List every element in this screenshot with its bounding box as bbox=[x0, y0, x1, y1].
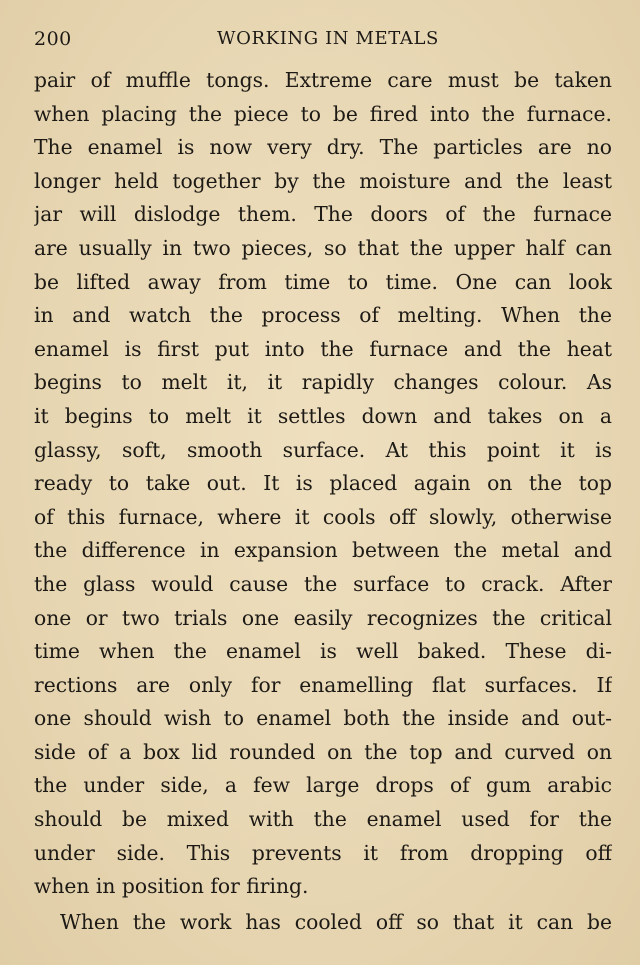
text-line: rections are only for enamelling flat surfaces. If bbox=[34, 672, 612, 697]
body-text bbox=[34, 64, 612, 939]
text-line: of this furnace, where it cools off slowly, otherwise bbox=[34, 504, 612, 529]
text-line: time when the enamel is well baked. These di- bbox=[34, 639, 612, 664]
text-line: it begins to melt it settles down and takes on a bbox=[34, 403, 612, 428]
page-number: 200 bbox=[34, 28, 72, 50]
paragraph-start-line: When the work has cooled off so that it can be bbox=[60, 909, 612, 934]
text-line: under side. This prevents it from dropping off bbox=[34, 840, 612, 865]
text-line: glassy, soft, smooth surface. At this point it is bbox=[34, 437, 612, 462]
text-line: begins to melt it, it rapidly changes colour. As bbox=[34, 370, 612, 395]
text-line: longer held together by the moisture and the least bbox=[34, 168, 612, 193]
text-line: ready to take out. It is placed again on the top bbox=[34, 471, 612, 496]
text-line: pair of muffle tongs. Extreme care must be taken bbox=[34, 68, 612, 92]
text-line: side of a box lid rounded on the top and curved on bbox=[34, 739, 612, 764]
text-line: in and watch the process of melting. When the bbox=[34, 303, 612, 328]
text-line: The enamel is now very dry. The particles are no bbox=[34, 135, 612, 160]
text-line: should be mixed with the enamel used for the bbox=[34, 807, 612, 832]
text-line: one or two trials one easily recognizes the critical bbox=[34, 605, 612, 630]
text-line: are usually in two pieces, so that the upper half can bbox=[34, 235, 612, 260]
running-title: WORKING IN METALS bbox=[217, 28, 439, 49]
text-line: be lifted away from time to time. One can look bbox=[34, 269, 612, 294]
paragraph-end-line: when in position for firing. bbox=[34, 874, 309, 899]
text-line: jar will dislodge them. The doors of the furnace bbox=[34, 202, 612, 227]
text-line: the glass would cause the surface to crack. After bbox=[34, 571, 612, 596]
text-line: the difference in expansion between the metal and bbox=[34, 538, 612, 563]
running-header bbox=[34, 28, 606, 56]
text-line: one should wish to enamel both the inside and out- bbox=[34, 706, 612, 731]
text-line: the under side, a few large drops of gum arabic bbox=[34, 773, 612, 798]
text-line: enamel is first put into the furnace and the heat bbox=[34, 336, 612, 361]
text-line: when placing the piece to be fired into the furnace. bbox=[34, 101, 612, 126]
